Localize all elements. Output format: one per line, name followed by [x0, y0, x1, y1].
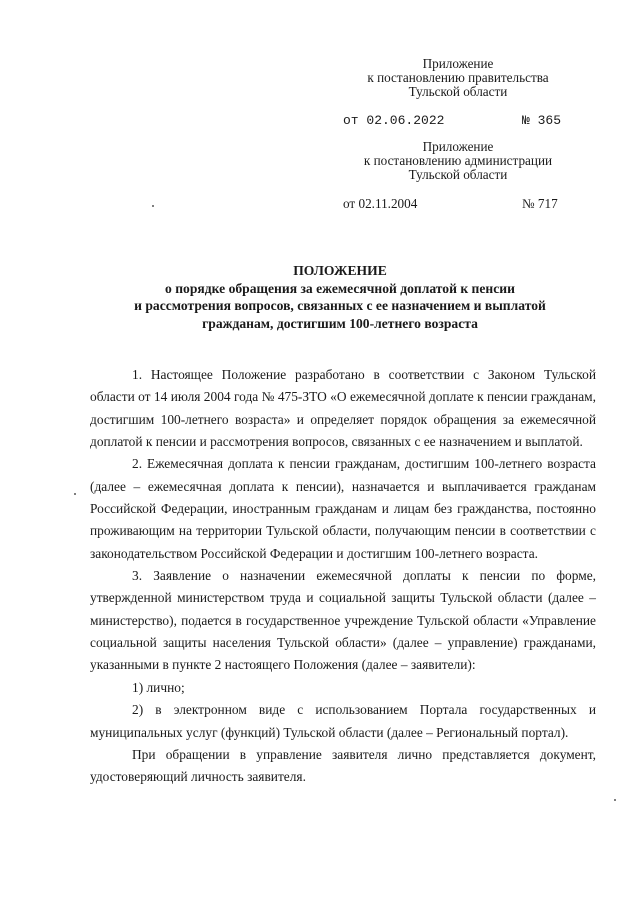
list-item: 2) в электронном виде с использованием Портала государственных и муниципальных услуг (функций) Тульской области (далее – Региональный портал).	[90, 702, 596, 740]
scan-speck	[614, 799, 616, 801]
paragraph: 3. Заявление о назначении ежемесячной доплаты к пенсии по форме, утвержденной министерством труда и социальной защиты Тульской области (далее – министерство), подается в государственное учреждение Тульской области «Управление социальной защиты населения Тульской области» (далее – управление) гражданами, указанными в пункте 2 настоящего Положения (далее – заявители):	[90, 568, 596, 673]
header-line: Приложение	[422, 56, 494, 71]
document-title	[60, 262, 620, 332]
header-line: к постановлению администрации	[363, 153, 553, 168]
title-line: и рассмотрения вопросов, связанных с ее назначением и выплатой	[134, 298, 546, 313]
paragraph: 2. Ежемесячная доплата к пенсии гражданам, достигшим 100-летнего возраста (далее – ежемесячная доплата к пенсии), назначается и выплачивается гражданам Российской Федерации, иностранным гражданам и лицам без гражданства, постоянно проживающим на территории Тульской области, получающим пенсии в соответствии с законодательством Российской Федерации и достигшим 100-летнего возраста.	[90, 456, 596, 561]
document-body	[90, 364, 596, 789]
header-line: к постановлению правительства	[367, 70, 549, 85]
paragraph: При обращении в управление заявителя лично представляется документ, удостоверяющий личность заявителя.	[90, 746, 596, 785]
scan-speck	[74, 493, 76, 495]
header-line: Приложение	[422, 139, 494, 154]
paragraph: 1. Настоящее Положение разработано в соответствии с Законом Тульской области от 14 июля 2004 года № 475-ЗТО «О ежемесячной доплате к пенсии гражданам, достигшим 100-летнего возраста» и определяет порядок обращения за ежемесячной доплатой к пенсии и рассмотрения вопросов, связанных с ее назначением и выплатой.	[90, 367, 596, 450]
resolution-number: № 717	[522, 196, 558, 211]
scan-speck	[152, 205, 154, 207]
resolution-number: № 365	[522, 113, 562, 128]
title-main: ПОЛОЖЕНИЕ	[293, 263, 387, 278]
title-line: о порядке обращения за ежемесячной доплатой к пенсии	[165, 280, 515, 296]
list-item: 1) лично;	[132, 679, 185, 695]
title-line: гражданам, достигшим 100-летнего возраста	[202, 315, 478, 331]
header-line: Тульской области	[408, 167, 508, 182]
header-line: Тульской области	[408, 84, 508, 99]
appendix-header-government	[350, 57, 566, 99]
resolution-date: от 02.11.2004	[343, 196, 418, 211]
resolution-date: от 02.06.2022	[343, 113, 445, 128]
appendix-header-administration	[338, 140, 578, 182]
